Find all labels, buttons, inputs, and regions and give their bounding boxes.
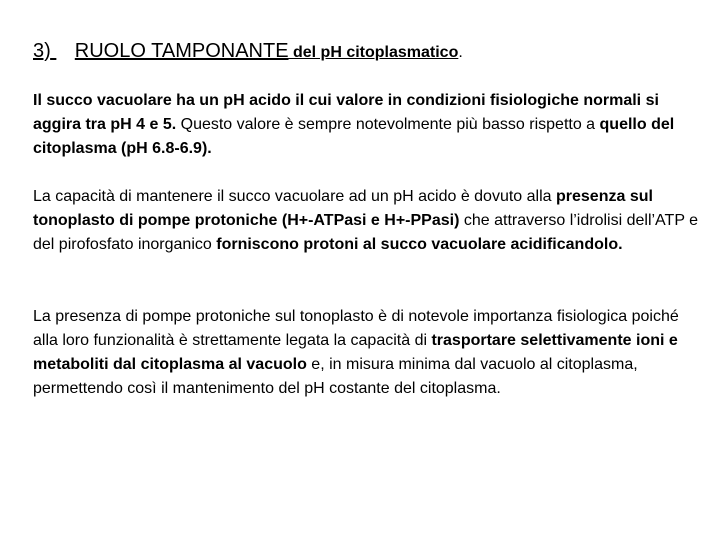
section-title xyxy=(33,38,463,66)
para2-text-3: che attraverso l’idrolisi dell’ATP e del pirofosfato inorganico xyxy=(33,212,699,253)
para1-bold-1: Il succo vacuolare ha un pH acido il cui valore in condizioni fisiologiche normali si aggira tra pH 4 e 5. xyxy=(33,92,659,133)
para2-text-1: La capacità di mantenere il succo vacuolare ad un pH acido è dovuto alla xyxy=(33,188,556,205)
para2-bold-4: forniscono protoni al succo vacuolare acidificandolo. xyxy=(216,236,623,253)
para1-bold-3: quello del citoplasma (pH 6.8-6.9). xyxy=(33,116,675,157)
paragraph-2 xyxy=(33,185,703,257)
title-number: 3) xyxy=(33,40,51,62)
title-period: . xyxy=(458,44,463,61)
title-gap xyxy=(51,38,75,64)
title-subtitle: del pH citoplasmatico xyxy=(288,44,459,61)
para3-text-1: La presenza di pompe protoniche sul tonoplasto è di notevole importanza fisiologica poiché alla loro funzionalità è strettamente legata la capacità di xyxy=(33,308,679,349)
para3-bold-2: trasportare selettivamente ioni e metaboliti dal citoplasma al vacuolo xyxy=(33,332,678,373)
paragraph-1 xyxy=(33,89,703,161)
title-main: RUOLO TAMPONANTE xyxy=(74,40,289,62)
para2-bold-2: presenza sul tonoplasto di pompe protoniche (H+-ATPasi e H+-PPasi) xyxy=(33,188,653,229)
para3-text-3: e, in misura minima dal vacuolo al citoplasma, permettendo così il mantenimento del pH costante del citoplasma. xyxy=(33,356,638,397)
para1-text-2: Questo valore è sempre notevolmente più basso rispetto a xyxy=(176,116,600,133)
paragraph-3 xyxy=(33,305,703,401)
